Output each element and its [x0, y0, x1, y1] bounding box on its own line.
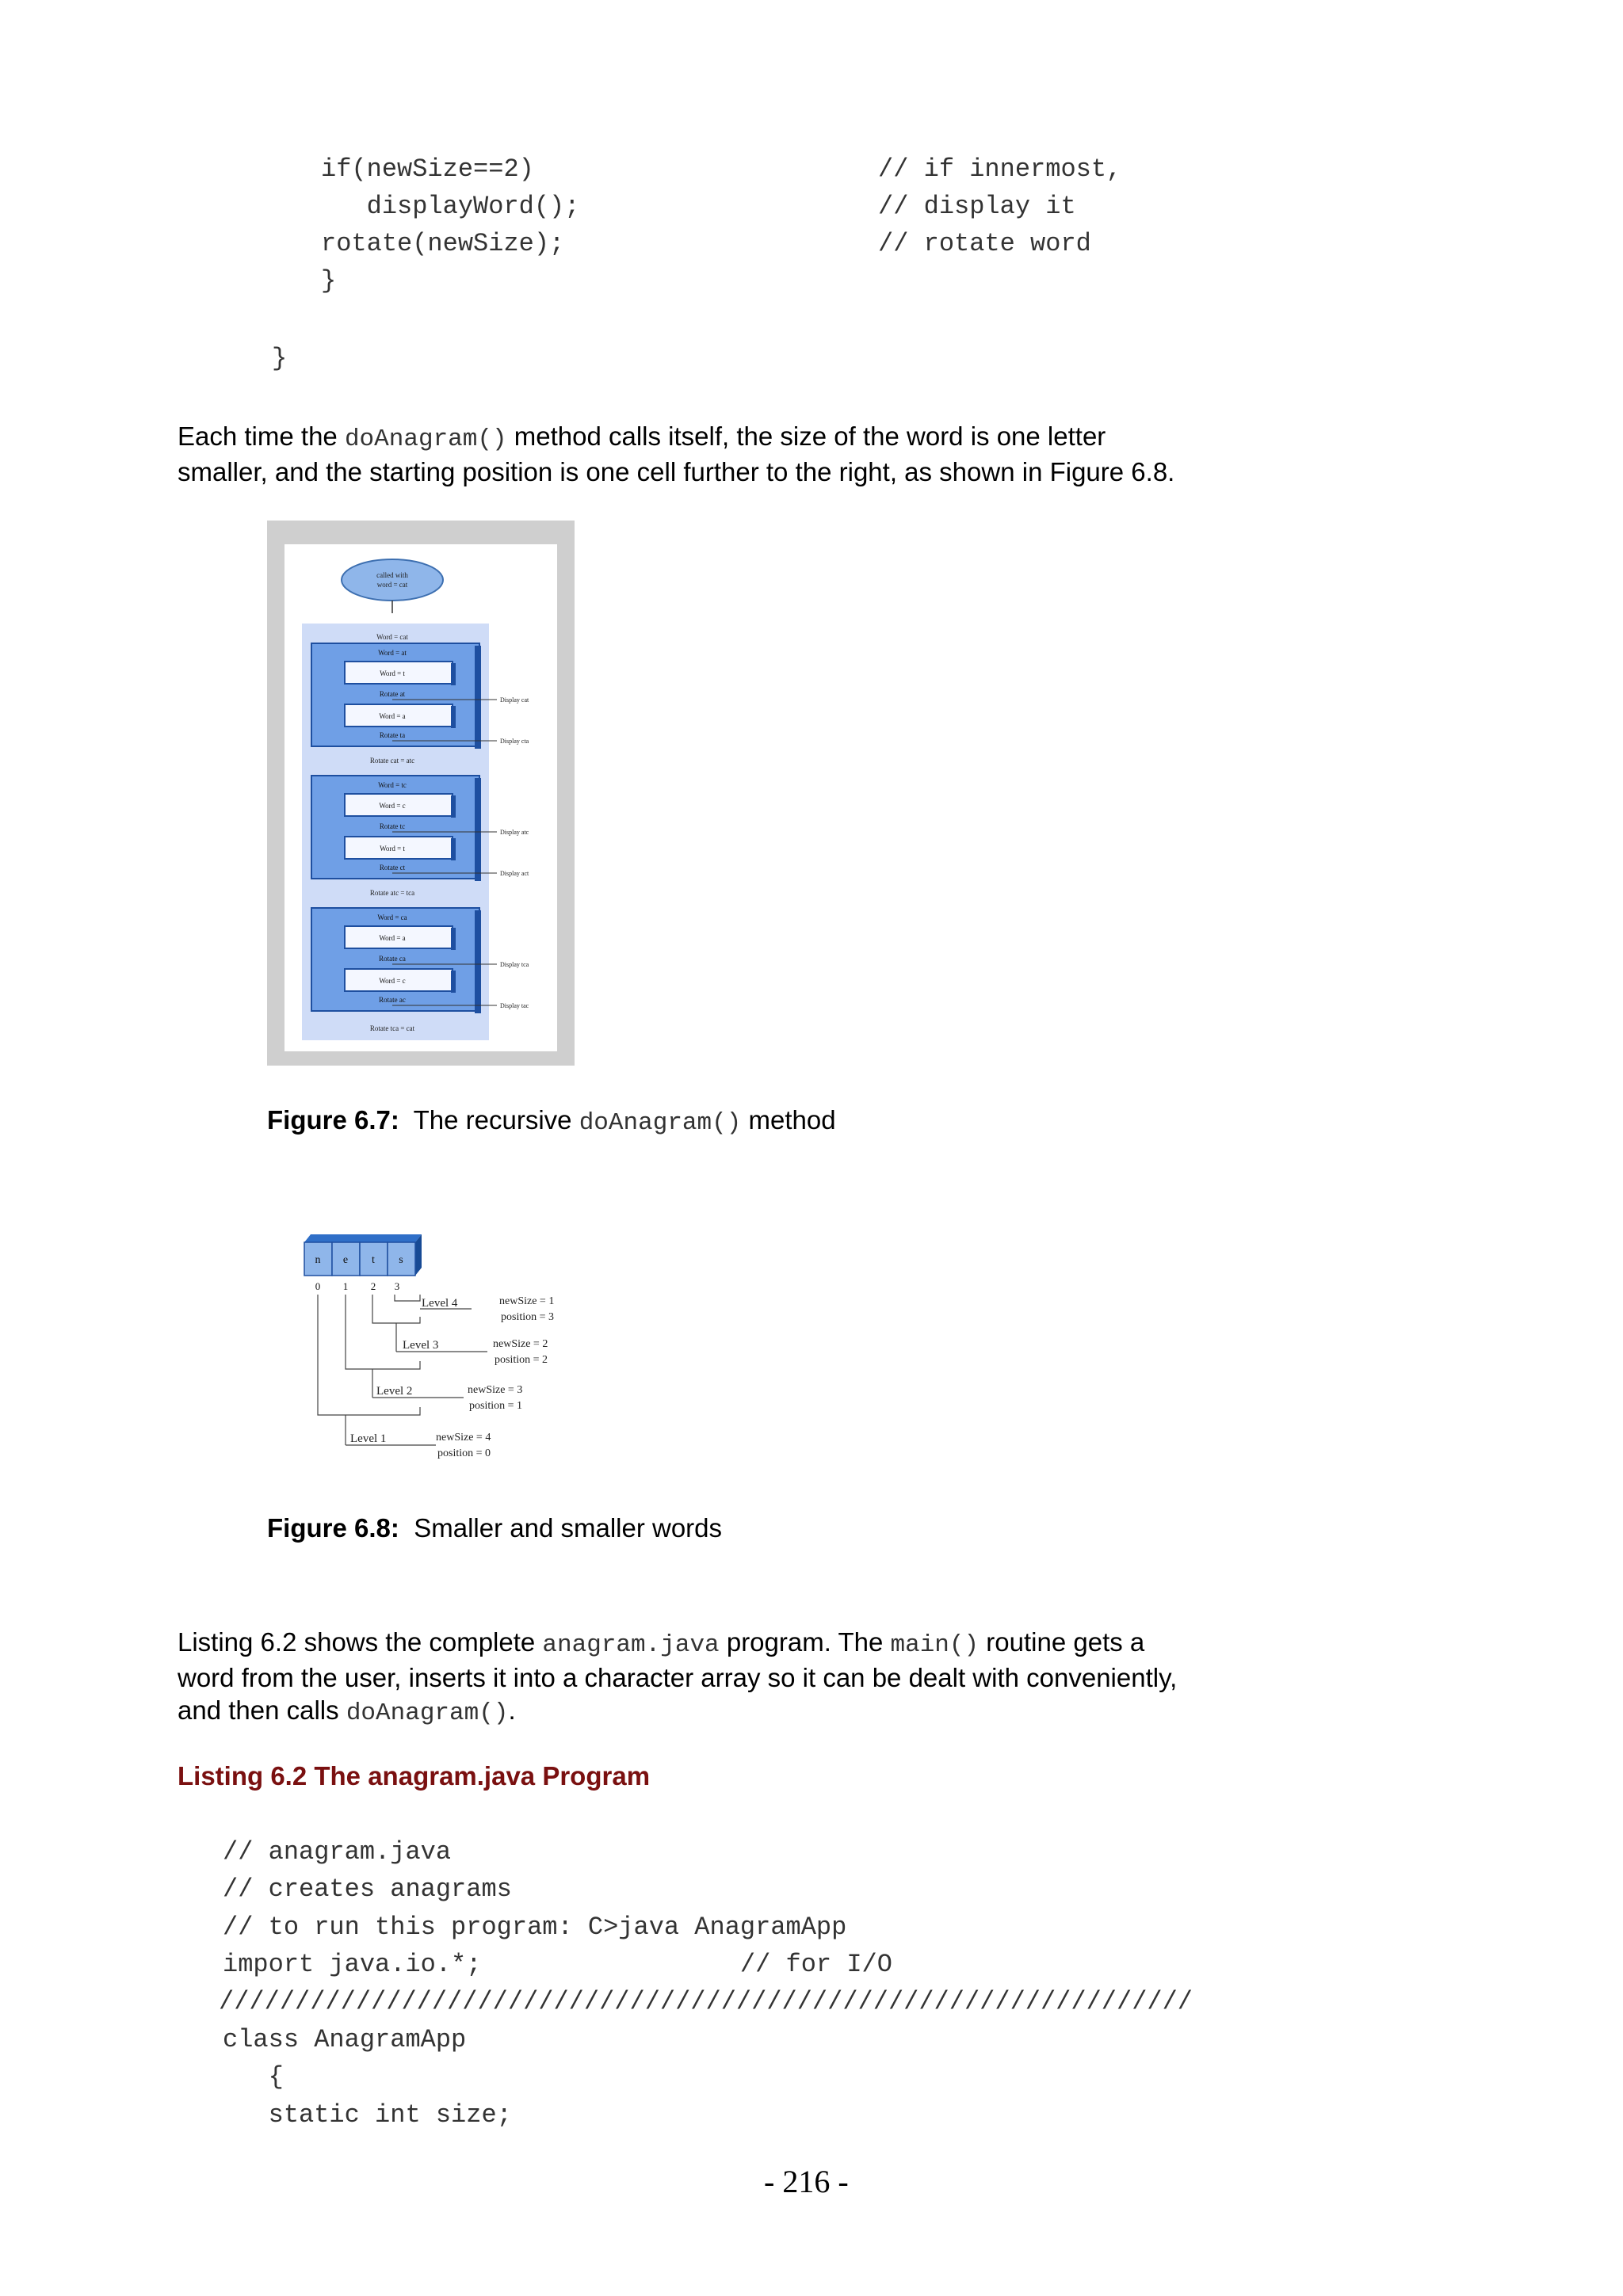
group2-item1-word: Word = c — [379, 802, 406, 810]
code-closing-brace: } — [272, 344, 288, 373]
level2-label: Level 2 — [376, 1385, 413, 1398]
group3-rotate: Rotate tca = cat — [369, 1024, 415, 1032]
page-number: - 216 - — [764, 2164, 849, 2199]
code-comment-1: // if innermost, — [878, 154, 1122, 184]
level3-label: Level 3 — [403, 1339, 439, 1352]
figure-6-7-diagram — [267, 521, 575, 1066]
figure-6-8-caption: Figure 6.8: Smaller and smaller words — [267, 1513, 723, 1543]
level4-position: position = 3 — [501, 1311, 555, 1323]
level4-label: Level 4 — [422, 1297, 458, 1310]
group1-item1-word: Word = t — [380, 669, 405, 677]
group3-item2-display: Display tac — [500, 1002, 529, 1009]
index-2: 2 — [370, 1280, 376, 1292]
code-line-2: displayWord(); — [321, 192, 580, 221]
listing-line: // anagram.java — [223, 1837, 452, 1867]
oval-line-2: word = cat — [376, 581, 408, 589]
group1-inner-word: Word = at — [378, 649, 407, 657]
listing-line: // to run this program: C>java AnagramApp — [223, 1913, 847, 1942]
index-1: 1 — [342, 1280, 349, 1292]
figure-6-8 — [293, 1228, 610, 1470]
group3-item2-word: Word = c — [379, 977, 406, 985]
group2-item1-display: Display atc — [500, 829, 529, 836]
index-0: 0 — [315, 1280, 321, 1292]
listing-line: class AnagramApp — [223, 2025, 467, 2054]
group3-item1-display: Display tca — [500, 961, 529, 968]
level3-position: position = 2 — [495, 1354, 548, 1366]
listing-line: static int size; — [223, 2100, 512, 2130]
listing-separator: //////////////////////////////////////////////////////////////// — [219, 1987, 1193, 2016]
listing-line: { — [223, 2062, 284, 2092]
group2-inner-word: Word = tc — [378, 781, 407, 789]
cell-2: t — [372, 1254, 375, 1266]
paragraph-figure-reference: Each time the doAnagram() method calls itself, the size of the word is one letter smaller, and the starting position is one cell further to the right, as shown in Figure 6.8. — [178, 421, 1175, 486]
group1-item2-rotate: Rotate ta — [379, 731, 406, 739]
code-line-1: if(newSize==2) — [321, 154, 534, 184]
level1-label: Level 1 — [350, 1432, 387, 1445]
group2-item2-display: Display act — [500, 870, 529, 877]
level2-position: position = 1 — [469, 1400, 523, 1412]
group2-item2-rotate: Rotate ct — [379, 864, 406, 871]
listing-line: // creates anagrams — [223, 1875, 512, 1904]
level3-newsize: newSize = 2 — [493, 1338, 548, 1350]
code-line-3: rotate(newSize); — [321, 229, 565, 258]
group1-item2-word: Word = a — [379, 712, 406, 720]
level2-newsize: newSize = 3 — [468, 1384, 523, 1396]
level1-newsize: newSize = 4 — [436, 1432, 491, 1444]
level1-position: position = 0 — [437, 1447, 491, 1459]
group3-item1-rotate: Rotate ca — [379, 955, 406, 963]
level4-newsize: newSize = 1 — [499, 1295, 555, 1307]
cell-1: e — [342, 1254, 349, 1266]
group2-item2-word: Word = t — [380, 845, 405, 852]
group2-rotate: Rotate atc = tca — [369, 889, 415, 897]
figure-6-8-diagram — [293, 1228, 610, 1470]
oval-line-1: called with — [376, 571, 408, 579]
group1-rotate: Rotate cat = atc — [369, 757, 415, 765]
listing-line: import java.io.*; // for I/O — [223, 1950, 892, 1979]
group1-item1-rotate: Rotate at — [379, 690, 406, 698]
figure-6-7 — [267, 521, 575, 1066]
cell-0: n — [315, 1254, 321, 1266]
group2-item1-rotate: Rotate tc — [379, 822, 406, 830]
outer-word-label: Word = cat — [376, 633, 408, 641]
cell-3: s — [399, 1254, 403, 1266]
paragraph-listing-intro: Listing 6.2 shows the complete anagram.java program. The main() routine gets a word from the user, inserts it into a character array so it can be dealt with conveniently, and then calls doAnagram(). — [178, 1627, 1178, 1727]
figure-6-7-caption: Figure 6.7: The recursive doAnagram() method — [267, 1105, 836, 1137]
listing-heading: Listing 6.2 The anagram.java Program — [178, 1761, 651, 1791]
code-comment-3: // rotate word — [878, 229, 1091, 258]
group3-item2-rotate: Rotate ac — [379, 996, 406, 1004]
group3-inner-word: Word = ca — [377, 913, 407, 921]
group3-item1-word: Word = a — [379, 934, 406, 942]
index-3: 3 — [394, 1280, 400, 1292]
code-comment-2: // display it — [878, 192, 1076, 221]
group1-item1-display: Display cat — [500, 696, 529, 704]
group1-item2-display: Display cta — [500, 738, 529, 745]
code-line-4: } — [321, 266, 337, 296]
